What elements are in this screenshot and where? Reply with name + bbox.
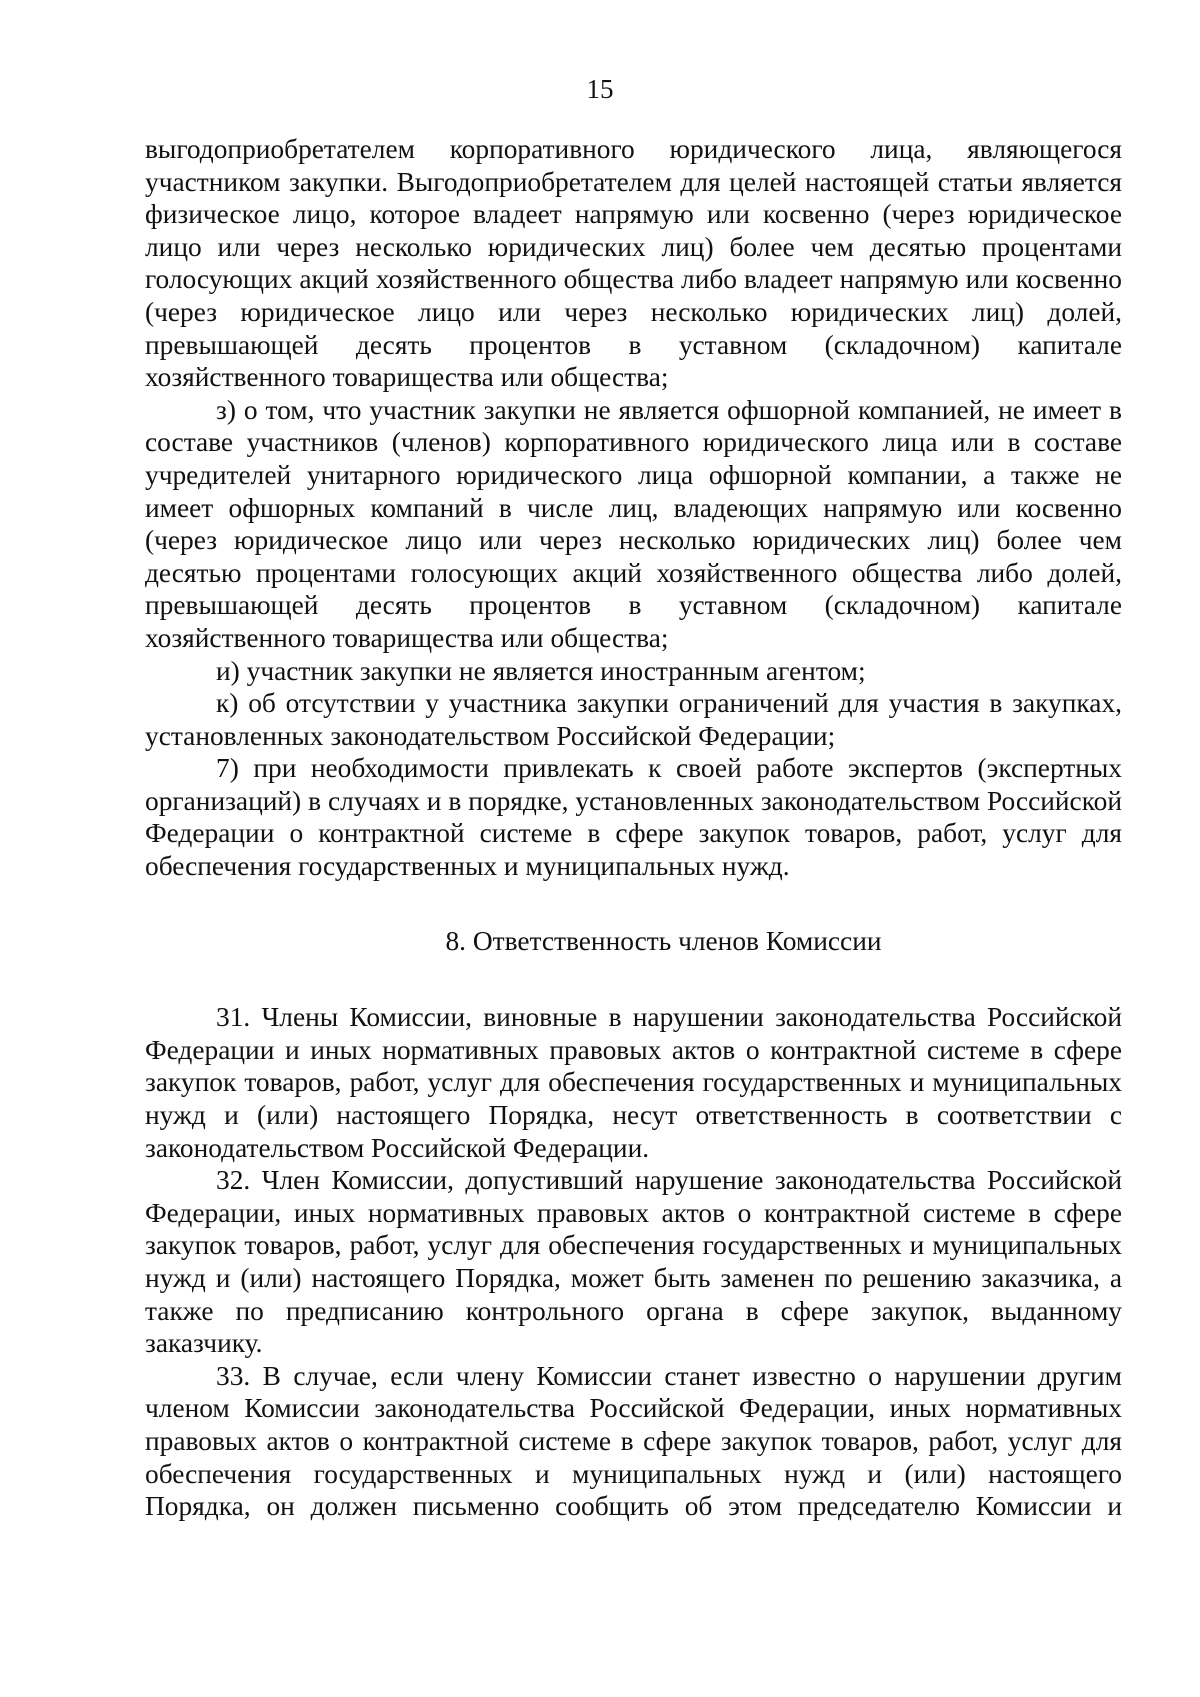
section-heading: 8. Ответственность членов Комиссии	[445, 925, 882, 956]
document-body	[145, 133, 1122, 1523]
page-number: 15	[586, 74, 614, 104]
paragraph: 32. Член Комиссии, допустивший нарушение законодательства Российской Федерации, иных нормативных правовых актов о контрактной системе в сфере закупок товаров, работ, услуг для обеспечения государственных и муниципальных нужд и (или) настоящего Порядка, может быть заменен по решению заказчика, а также по предписанию контрольного органа в сфере закупок, выданному заказчику.	[145, 1165, 1122, 1359]
paragraph: 31. Члены Комиссии, виновные в нарушении законодательства Российской Федерации и иных нормативных правовых актов о контрактной системе в сфере закупок товаров, работ, услуг для обеспечения государственных и муниципальных нужд и (или) настоящего Порядка, несут ответственность в соответствии с законодательством Российской Федерации.	[145, 1002, 1122, 1163]
paragraph: з) о том, что участник закупки не является офшорной компанией, не имеет в составе участников (членов) корпоративного юридического лица или в составе учредителей унитарного юридического лица офшорной компании, а также не имеет офшорных компаний в числе лиц, владеющих напрямую или косвенно (через юридическое лицо или через несколько юридических лиц) более чем десятью процентами голосующих акций хозяйственного общества либо долей, превышающей десять процентов в уставном (складочном) капитале хозяйственного товарищества или общества;	[145, 394, 1122, 653]
paragraphs-after	[145, 1001, 1122, 1523]
paragraph: к) об отсутствии у участника закупки ограничений для участия в закупках, установленных законодательством Российской Федерации;	[145, 688, 1122, 751]
paragraph: и) участник закупки не является иностранным агентом;	[216, 655, 866, 686]
paragraphs-before	[145, 133, 1122, 883]
paragraph: 7) при необходимости привлекать к своей работе экспертов (экспертных организаций) в случаях и в порядке, установленных законодательством Российской Федерации о контрактной системе в сфере закупок товаров, работ, услуг для обеспечения государственных и муниципальных нужд.	[145, 753, 1122, 882]
paragraph: выгодоприобретателем корпоративного юридического лица, являющегося участником закупки. Выгодоприобретателем для целей настоящей статьи является физическое лицо, которое владеет напрямую или косвенно (через юридическое лицо или через несколько юридических лиц) более чем десятью процентами голосующих акций хозяйственного общества либо владеет напрямую или косвенно (через юридическое лицо или через несколько юридических лиц) долей, превышающей десять процентов в уставном (складочном) капитале хозяйственного товарищества или общества;	[145, 134, 1122, 393]
paragraph: 33. В случае, если члену Комиссии станет известно о нарушении другим членом Комиссии законодательства Российской Федерации, иных нормативных правовых актов о контрактной системе в сфере закупок товаров, работ, услуг для обеспечения государственных и муниципальных нужд и (или) настоящего Порядка, он должен письменно сообщить об этом председателю Комиссии и	[145, 1360, 1122, 1522]
